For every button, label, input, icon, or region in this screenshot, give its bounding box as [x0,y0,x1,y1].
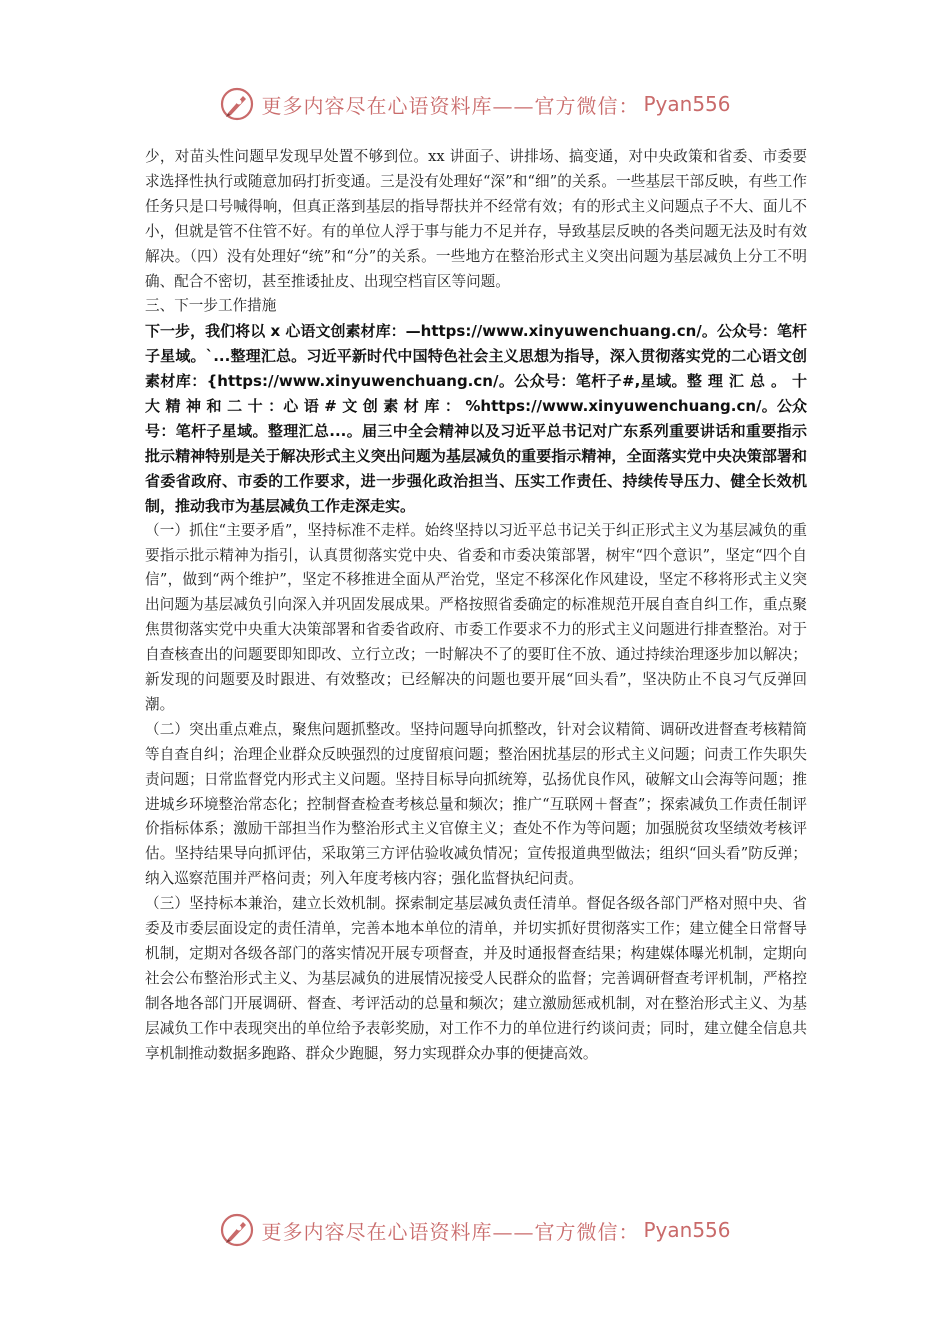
banner-brand-text: 更多内容尽在心语资料库——官方微信： [261,1219,640,1244]
pen-logo-icon [219,86,255,122]
document-body [145,145,807,1067]
paragraph-measure-1: （一）抓住“主要矛盾”，坚持标准不走样。始终坚持以习近平总书记关于纠正形式主义为基层减负的重要指示批示精神为指引，认真贯彻落实党中央、省委和市委决策部署，树牢“四个意识”，坚定“四个自信”，做到“两个维护”，坚定不移推进全面从严治党，坚定不移深化作风建设，坚定不移将形式主义突出问题为基层减负引向深入并巩固发展成果。严格按照省委确定的标准规范开展自查自纠工作，重点聚焦贯彻落实党中央重大决策部署和省委省政府、市委工作要求不力的形式主义问题进行排查整治。对于自查核查出的问题要即知即改、立行立改；一时解决不了的要盯住不放、通过持续治理逐步加以解决；新发现的问题要及时跟进、有效整改；已经解决的问题也要开展“回头看”，坚决防止不良习气反弹回潮。 [145,521,807,713]
banner-wechat-handle: Pyan556 [643,1218,731,1242]
paragraph-measure-2: （二）突出重点难点，聚焦问题抓整改。坚持问题导向抓整改，针对会议精简、调研改进督查考核精简等自查自纠；治理企业群众反映强烈的过度留痕问题；整治困扰基层的形式主义问题；问责工作失职失责问题；日常监督党内形式主义问题。坚持目标导向抓统筹，弘扬优良作风，破解文山会海等问题；推进城乡环境整治常态化；控制督查检查考核总量和频次；推广“互联网＋督查”；探索减负工作责任制评价指标体系；激励干部担当作为整治形式主义官僚主义；查处不作为等问题；加强脱贫攻坚绩效考核评估。坚持结果导向抓评估，采取第三方评估验收减负情况；宣传报道典型做法；组织“回头看”防反弹；纳入巡察范围并严格问责；列入年度考核内容；强化监督执纪问责。 [145,720,807,888]
paragraph-measure-3: （三）坚持标本兼治，建立长效机制。探索制定基层减负责任清单。督促各级各部门严格对照中央、省委及市委层面设定的责任清单，完善本地本单位的清单，并切实抓好贯彻落实工作；建立健全日常督导机制，定期对各级各部门的落实情况开展专项督查，并及时通报督查结果；构建媒体曝光机制，定期向社会公布整治形式主义、为基层减负的进展情况接受人民群众的监督；完善调研督查考评机制，严格控制各地各部门开展调研、督查、考评活动的总量和频次；建立激励惩戒机制，对在整治形式主义、为基层减负工作中表现突出的单位给予表彰奖励，对工作不力的单位进行约谈问责；同时，建立健全信息共享机制推动数据多跑路、群众少跑腿，努力实现群众办事的便捷高效。 [145,895,807,1062]
header-banner [0,82,950,126]
pen-logo-icon [219,1212,255,1248]
banner-brand-text: 更多内容尽在心语资料库——官方微信： [261,93,640,118]
paragraph-next-steps-intro: 下一步，我们将以 x 心语文创素材库：—https://www.xinyuwenchuang.cn/。公众号：笔杆子星域。`...整理汇总。习近平新时代中国特色社会主义思想为指导，深入贯彻落实党的二心语文创素材库：{https://www.xinyuwenchuang.cn/。公众号：笔杆子#,星域。整 理 汇 总 。 十 大 精 神 和 二 十 ：心 语 # 文 创 素 材 库 ： %https://www.xinyuwenchuang.cn/。公众号：笔杆子星域。整理汇总...。届三中全会精神以及习近平总书记对广东系列重要讲话和重要指示批示精神特别是关于解决形式主义突出问题为基层减负的重要指示精神，全面落实党中央决策部署和省委省政府、市委的工作要求，进一步强化政治担当、压实工作责任、持续传导压力、健全长效机制，推动我市为基层减负工作走深走实。 [145,322,807,515]
paragraph-problems-continued: 少，对苗头性问题早发现早处置不够到位。xx 讲面子、讲排场、搞变通，对中央政策和省委、市委要求选择性执行或随意加码打折变通。三是没有处理好“深”和“细”的关系。一些基层干部反映，有些工作任务只是口号喊得响，但真正落到基层的指导帮扶并不经常有效；有的形式主义问题点子不大、面儿不小，但就是管不住管不好。有的单位人浮于事与能力不足并存，导致基层反映的各类问题无法及时有效解决。（四）没有处理好“统”和“分”的关系。一些地方在整治形式主义突出问题为基层减负上分工不明确、配合不密切，甚至推诿扯皮、出现空档盲区等问题。 [145,148,807,290]
banner-wechat-handle: Pyan556 [643,92,731,116]
footer-banner [0,1208,950,1252]
section-heading-next-steps: 三、下一步工作措施 [145,297,277,315]
